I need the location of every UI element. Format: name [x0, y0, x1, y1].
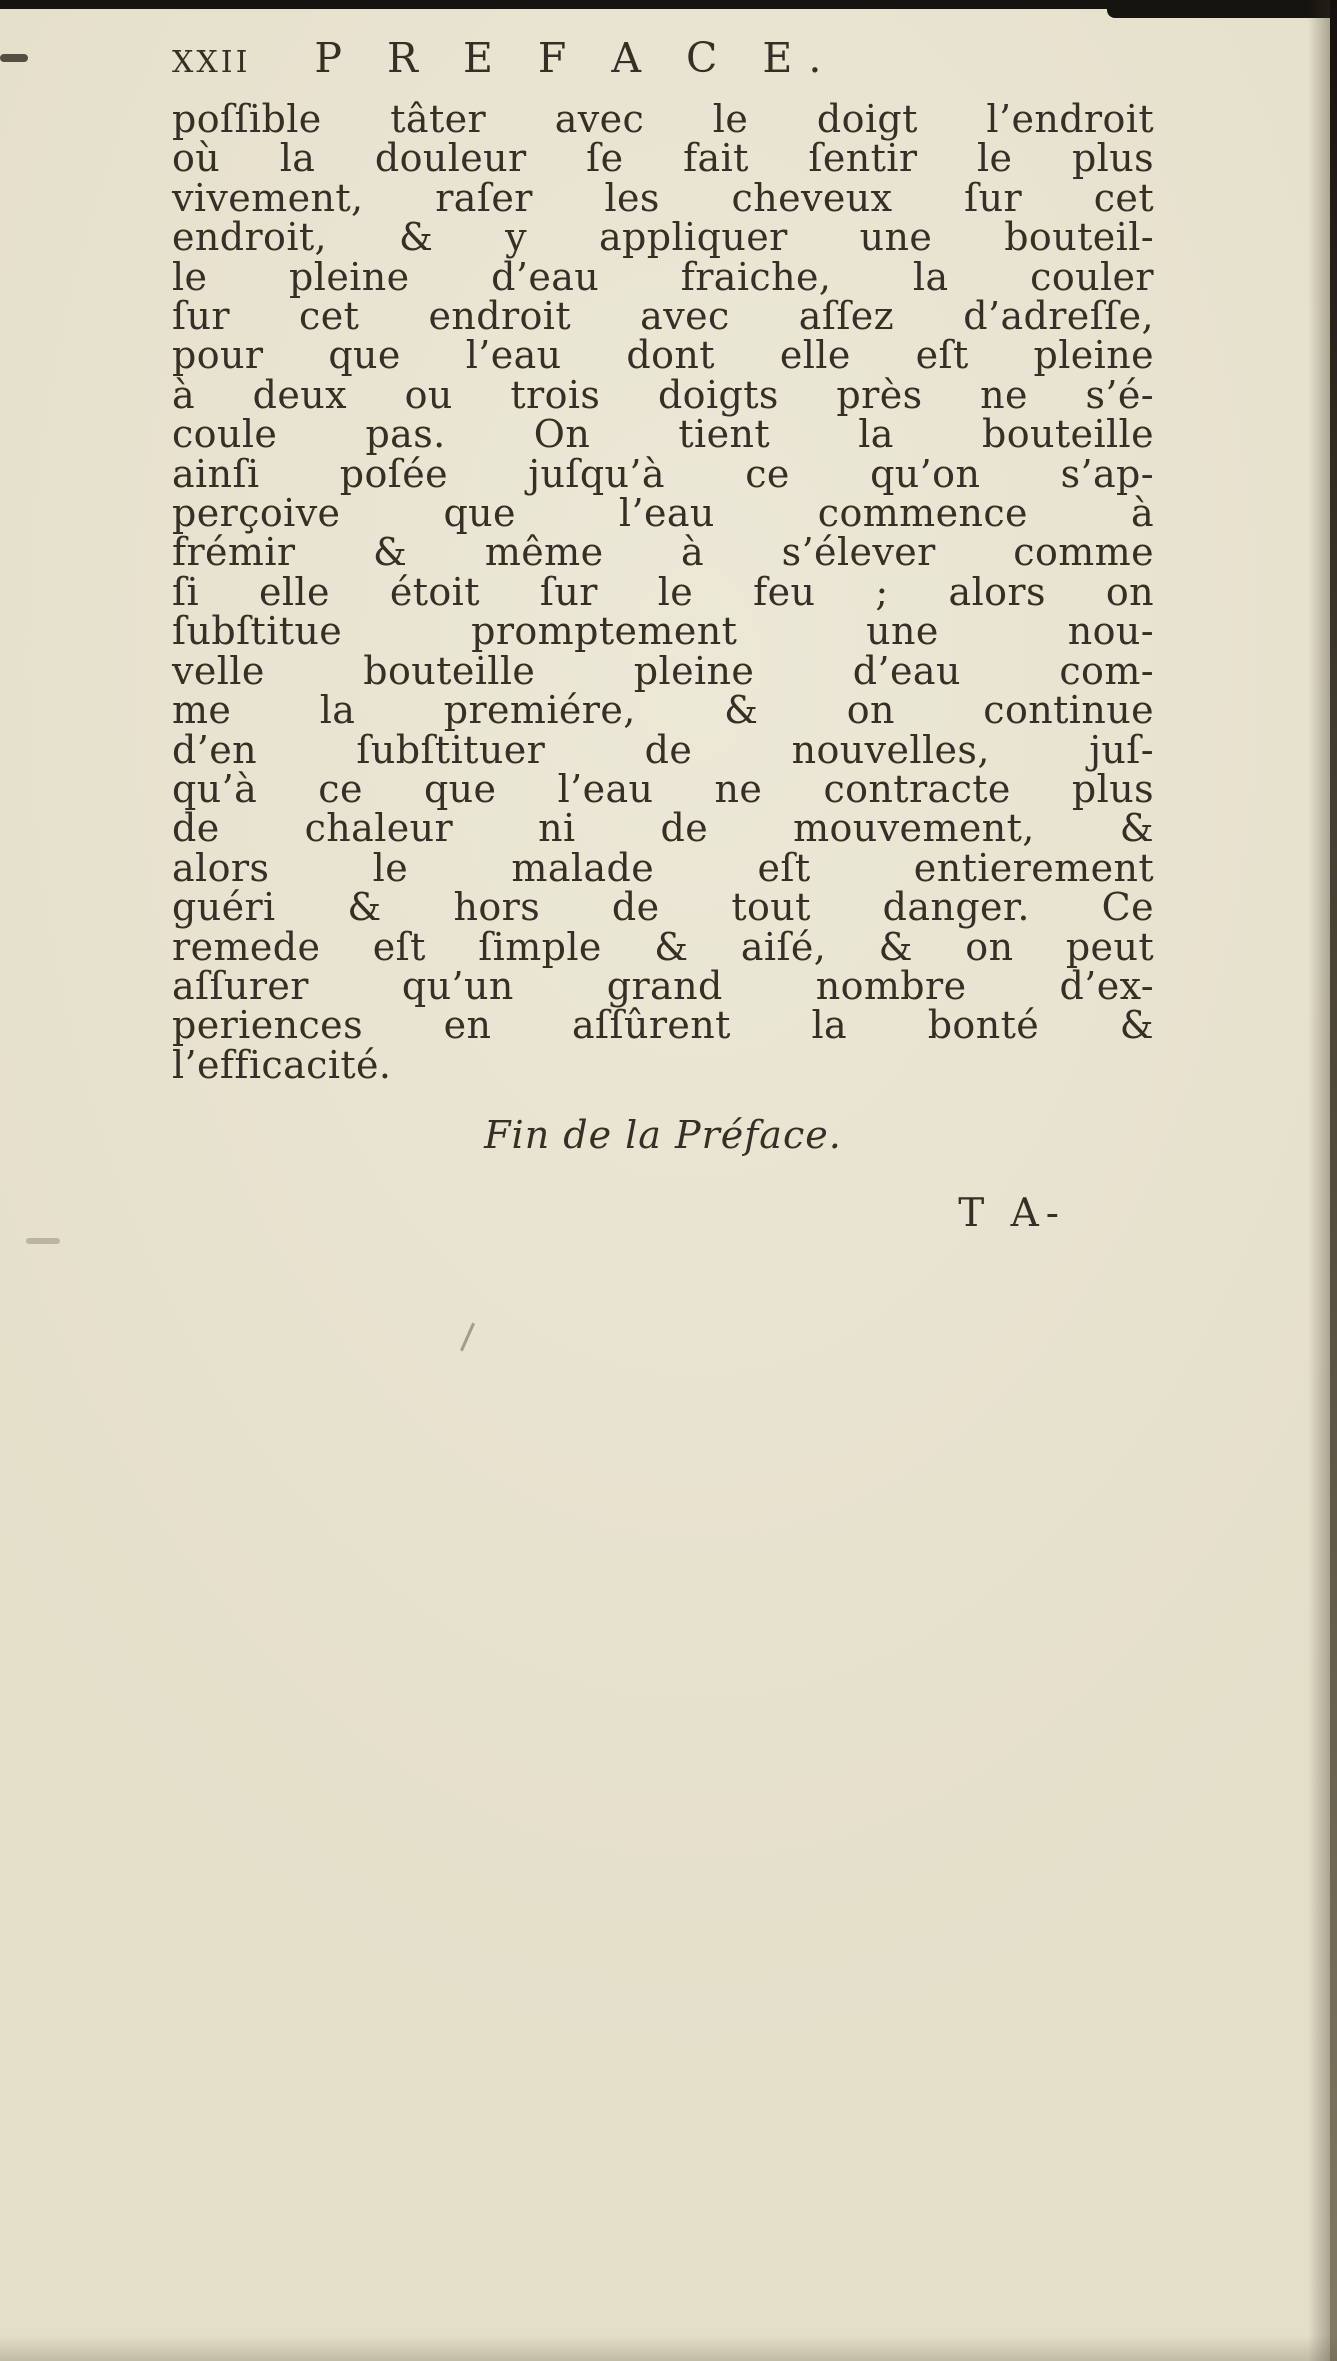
body-line: remede eſt ſimple & aiſé, & on peut: [172, 924, 1154, 969]
body-line: guéri & hors de tout danger. Ce: [172, 885, 1154, 930]
scan-edge-bottom: [0, 2335, 1337, 2361]
body-line: periences en aſſûrent la bonté &: [172, 1003, 1154, 1048]
body-line: de chaleur ni de mouvement, &: [172, 806, 1154, 851]
scan-edge-top-right: [1107, 0, 1337, 18]
body-line: ſur cet endroit avec aſſez d’adreſſe,: [172, 294, 1154, 339]
body-line: me la premiére, & on continue: [172, 688, 1154, 733]
body-line: alors le malade eſt entierement: [172, 845, 1154, 890]
scan-artifact-slash: [460, 1323, 475, 1352]
body-line: frémir & même à s’élever comme: [172, 530, 1154, 575]
catchword: T A-: [958, 1191, 1066, 1237]
body-line: le pleine d’eau fraiche, la couler: [172, 254, 1154, 299]
body-line: vivement, raſer les cheveux ſur cet: [172, 175, 1154, 220]
body-line: aſſurer qu’un grand nombre d’ex-: [172, 963, 1154, 1008]
page-title: P R E F A C E.: [314, 34, 838, 82]
body-line: l’efficacité.: [172, 1042, 392, 1087]
text-block: [172, 34, 1154, 1236]
body-line: où la douleur ſe fait ſentir le plus: [172, 136, 1154, 181]
body-line: à deux ou trois doigts près ne s’é-: [172, 372, 1154, 417]
body-line: ſi elle étoit ſur le feu ; alors on: [172, 569, 1154, 614]
body-line: qu’à ce que l’eau ne contracte plus: [172, 766, 1154, 811]
scan-artifact-smudge: [26, 1238, 60, 1244]
scan-artifact-dash: [0, 54, 28, 62]
body-line: velle bouteille pleine d’eau com-: [172, 648, 1154, 693]
body-line: endroit, & y appliquer une bouteil-: [172, 215, 1154, 260]
page-header: [172, 34, 1154, 92]
scan-edge-right: [1330, 0, 1337, 2361]
body-text: [172, 97, 1154, 1087]
page-number: XXII: [172, 45, 251, 80]
body-line: coule pas. On tient la bouteille: [172, 412, 1154, 457]
body-line: ſubſtitue promptement une nou-: [172, 609, 1154, 654]
body-line: d’en ſubſtituer de nouvelles, juſ-: [172, 727, 1154, 772]
body-line: perçoive que l’eau commence à: [172, 491, 1154, 536]
scan-edge-right-shadow: [1308, 0, 1330, 2361]
body-line: poſſible tâter avec le doigt l’endroit: [172, 97, 1154, 141]
body-line: ainſi poſée juſqu’à ce qu’on s’ap-: [172, 451, 1154, 496]
body-line: pour que l’eau dont elle eſt pleine: [172, 333, 1154, 378]
fin-de-preface-line: Fin de la Préface.: [484, 1113, 842, 1158]
